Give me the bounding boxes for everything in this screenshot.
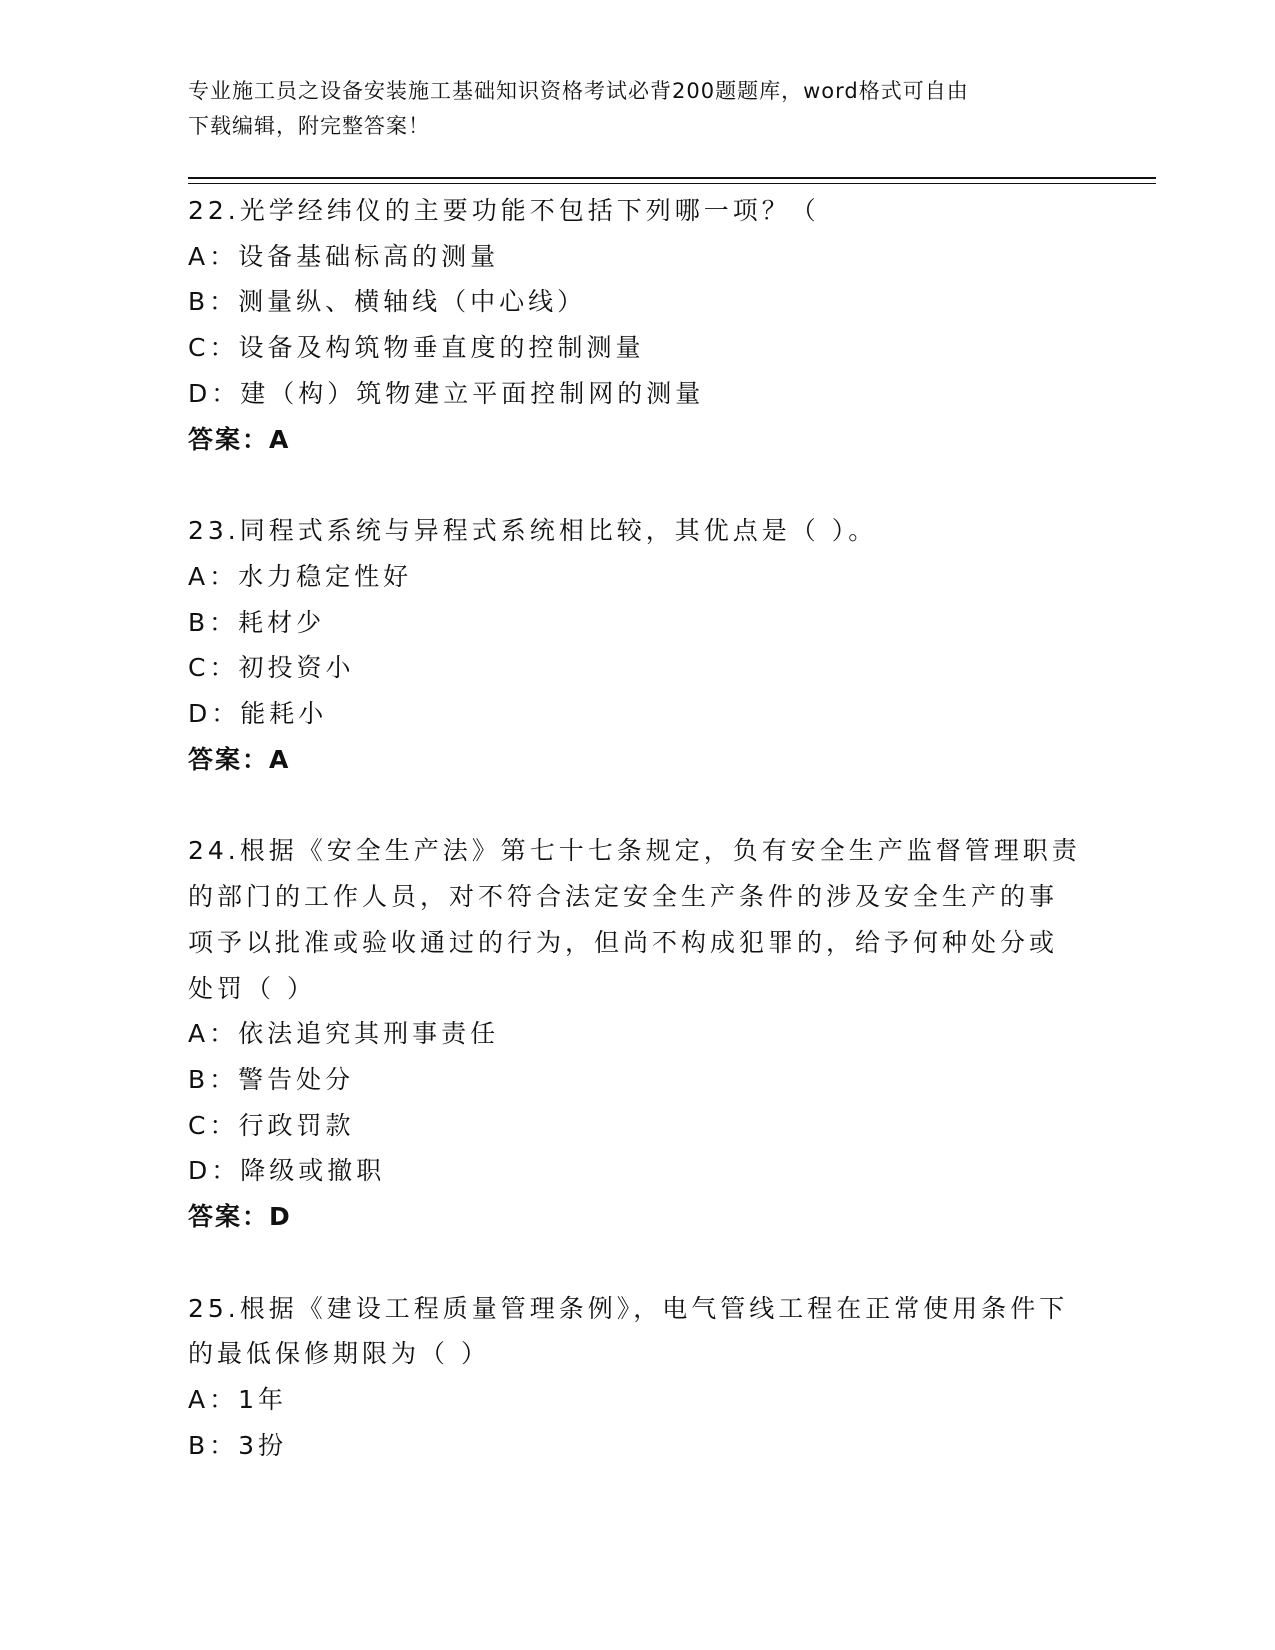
option-c: C：初投资小 — [188, 653, 355, 683]
question-stem-line: 22.光学经纬仪的主要功能不包括下列哪一项？（ — [188, 196, 820, 225]
option-a: A：设备基础标高的测量 — [188, 241, 500, 271]
answer-line: 答案：A — [188, 744, 291, 774]
option-a: A：1年 — [188, 1385, 288, 1415]
question-24 — [188, 828, 1088, 1239]
question-stem-line: 处罚（ ） — [188, 973, 316, 1003]
option-c: C：设备及构筑物垂直度的控制测量 — [188, 333, 645, 363]
question-stem-line: 的部门的工作人员，对不符合法定安全生产条件的涉及安全生产的事 — [188, 882, 1059, 912]
option-d: D：降级或撤职 — [188, 1156, 386, 1186]
question-stem — [188, 828, 1088, 1011]
question-stem — [188, 188, 1088, 234]
option-a: A：水力稳定性好 — [188, 561, 413, 591]
option-a: A：依法追究其刑事责任 — [188, 1019, 500, 1049]
question-stem — [188, 1286, 1088, 1377]
question-list — [188, 188, 1088, 1515]
document-header — [188, 74, 1088, 144]
question-25 — [188, 1286, 1088, 1469]
question-stem-line: 项予以批准或验收通过的行为，但尚不构成犯罪的，给予何种处分或 — [188, 927, 1059, 957]
question-stem-line: 的最低保修期限为（ ） — [188, 1339, 490, 1369]
header-line-2: 下载编辑，附完整答案！ — [188, 114, 430, 138]
answer-line: 答案：D — [188, 1202, 292, 1232]
question-stem-line: 24.根据《安全生产法》第七十七条规定，负有安全生产监督管理职责 — [188, 836, 1081, 866]
question-23 — [188, 508, 1088, 782]
option-b: B：测量纵、横轴线（中心线） — [188, 287, 587, 317]
header-line-1: 专业施工员之设备安装施工基础知识资格考试必背200题题库，word格式可自由 — [188, 79, 969, 103]
header-divider-thick — [188, 177, 1156, 179]
option-d: D：能耗小 — [188, 699, 328, 729]
question-stem-line: 25.根据《建设工程质量管理条例》，电气管线工程在正常使用条件下 — [188, 1293, 1069, 1323]
question-stem — [188, 508, 1088, 554]
header-divider-thin — [188, 183, 1156, 184]
option-d: D：建（构）筑物建立平面控制网的测量 — [188, 378, 705, 408]
option-b: B：警告处分 — [188, 1064, 355, 1094]
answer-line: 答案：A — [188, 424, 291, 454]
option-b: B：耗材少 — [188, 607, 326, 637]
option-b: B：3扮 — [188, 1430, 288, 1460]
option-c: C：行政罚款 — [188, 1110, 355, 1140]
question-22 — [188, 188, 1088, 462]
question-stem-line: 23.同程式系统与异程式系统相比较，其优点是（ ）。 — [188, 516, 878, 546]
